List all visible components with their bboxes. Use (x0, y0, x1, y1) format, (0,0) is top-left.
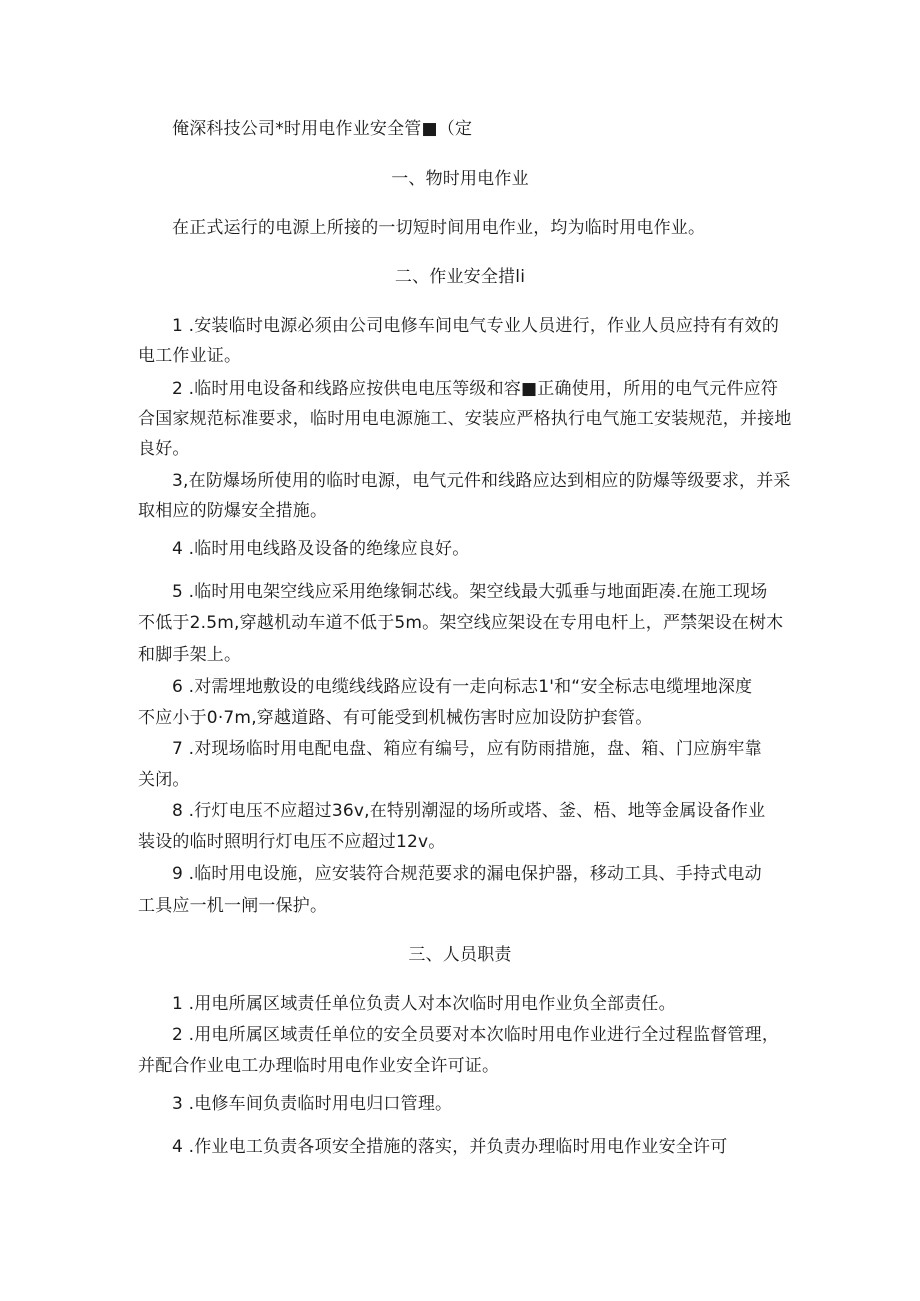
section-1-paragraph: 在正式运行的电源上所接的一切短时间用电作业，均为临时用电作业。 (172, 218, 706, 238)
section-1-heading: 一、物时用电作业 (391, 169, 529, 189)
list-item-line: 关闭。 (138, 770, 190, 790)
list-item-line: 取相应的防爆安全措施。 (138, 501, 328, 521)
list-item-line: 1 .用电所属区域责任单位负责人对本次临时用电作业负全部责任。 (172, 994, 676, 1014)
list-item-line: 良好。 (138, 439, 190, 459)
list-item-line: 9 .临时用电设施，应安装符合规范要求的漏电保护器，移动工具、手持式电动 (172, 864, 762, 884)
section-3-heading: 三、人员职责 (408, 945, 512, 965)
list-item-line: 装设的临时照明行灯电压不应超过12v。 (138, 832, 446, 852)
list-item-line: 6 .对需埋地敷设的电缆线线路应设有一走向标志1'和“安全标志电缆埋地深度 (172, 677, 753, 697)
list-item-line: 1 .安装临时电源必须由公司电修车间电气专业人员进行，作业人员应持有有效的 (172, 316, 780, 336)
list-item-line: 不应小于0·7m,穿越道路、有可能受到机械伤害时应加设防护套管。 (138, 708, 653, 728)
list-item-line: 2 .用电所属区域责任单位的安全员要对本次临时用电作业进行全过程监督管理， (172, 1025, 780, 1045)
list-item-line: 4 .临时用电线路及设备的绝缘应良好。 (172, 539, 470, 559)
list-item-line: 3 .电修车间负责临时用电归口管理。 (172, 1094, 453, 1114)
list-item-line: 3,在防爆场所使用的临时电源，电气元件和线路应达到相应的防爆等级要求，并采 (172, 471, 791, 491)
list-item-line: 不低于2.5m,穿越机动车道不低于5m。架空线应架设在专用电杆上，严禁架设在树木 (138, 613, 784, 633)
list-item-line: 并配合作业电工办理临时用电作业安全许可证。 (138, 1056, 500, 1076)
list-item-line: 2 .临时用电设备和线路应按供电电压等级和容■正确使用，所用的电气元件应符 (172, 379, 779, 399)
section-2-heading: 二、作业安全措li (394, 267, 526, 287)
list-item-line: 电工作业证。 (138, 346, 242, 366)
list-item-line: 合国家规范标准要求，临时用电电源施工、安装应严格执行电气施工安装规范，并接地 (138, 409, 792, 429)
document-title: 俺深科技公司*时用电作业安全管■（定 (172, 119, 473, 139)
list-item-line: 工具应一机一闸一保护。 (138, 896, 328, 916)
list-item-line: 7 .对现场临时用电配电盘、箱应有编号，应有防雨措施，盘、箱、门应旃牢靠 (172, 739, 762, 759)
list-item-line: 和脚手架上。 (138, 645, 242, 665)
list-item-line: 4 .作业电工负责各项安全措施的落实，并负责办理临时用电作业安全许可 (172, 1137, 728, 1157)
list-item-line: 8 .行灯电压不应超过36v,在特别潮湿的场所或塔、釜、梧、地等金属设备作业 (172, 801, 766, 821)
list-item-line: 5 .临时用电架空线应采用绝缘铜芯线。架空线最大弧垂与地面距凑.在施工现场 (172, 582, 768, 602)
